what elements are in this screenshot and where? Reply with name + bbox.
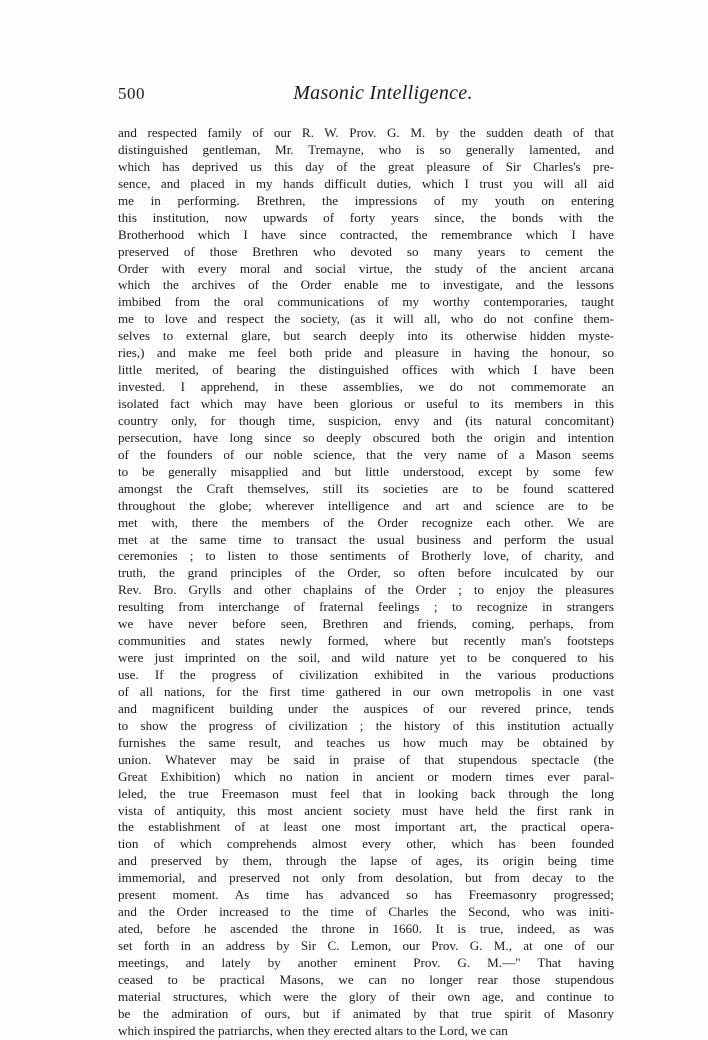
text-line: Brotherhood which I have since contracted, the remembrance which I have xyxy=(118,226,614,242)
text-line: isolated fact which may have been glorious or useful to its members in this xyxy=(118,396,614,411)
text-line: country only, for though time, suspicion, envy and (its natural concomitant) xyxy=(118,412,614,428)
text-line: material structures, which were the glory of their own age, and continue to xyxy=(118,988,614,1004)
text-line: use. If the progress of civilization exhibited in the various productions xyxy=(118,667,614,682)
text-line: ries,) and make me feel both pride and pleasure in having the honour, so xyxy=(118,345,614,361)
text-line: me in performing. Brethren, the impressions of my youth on entering xyxy=(118,192,614,208)
running-title: Masonic Intelligence. xyxy=(293,82,473,104)
text-line: persecution, have long since so deeply obscured both the origin and intention xyxy=(118,429,614,445)
text-line: met with, there the members of the Order recognize each other. We are xyxy=(118,514,614,530)
text-line: communities and states newly formed, where but recently man's footsteps xyxy=(118,633,614,649)
text-line: which has deprived us this day of the great pleasure of Sir Charles's pre- xyxy=(118,158,614,174)
text-line: meetings, and lately by another eminent Prov. G. M.—" That having xyxy=(118,954,614,970)
text-line: me to love and respect the society, (as it will all, who do not confine them- xyxy=(118,311,614,327)
text-line: which inspired the patriarchs, when they erected altars to the Lord, we can xyxy=(118,1022,508,1038)
text-line: and the Order increased to the time of Charles the Second, who was initi- xyxy=(118,904,614,920)
text-line: leled, the true Freemason must feel that in looking back through the long xyxy=(118,785,614,801)
text-line: sence, and placed in my hands difficult duties, which I trust you will all aid xyxy=(118,175,614,191)
text-line: amongst the Craft themselves, still its societies are to be found scattered xyxy=(118,480,614,496)
text-line: little merited, of bearing the distinguished offices with which I have been xyxy=(118,362,614,378)
text-line: preserved of those Brethren who devoted so many years to cement the xyxy=(118,243,614,259)
text-line: present moment. As time has advanced so has Freemasonry progressed; xyxy=(118,887,614,903)
text-line: met at the same time to transact the usual business and perform the usual xyxy=(118,531,614,547)
text-line: to be generally misapplied and but little understood, except by some few xyxy=(118,463,614,479)
text-line: be the admiration of ours, but if animated by that true spirit of Masonry xyxy=(118,1005,614,1021)
text-line: invested. I apprehend, in these assemblies, we do not commemorate an xyxy=(118,379,614,395)
page-number: 500 xyxy=(118,84,145,103)
text-line: resulting from interchange of fraternal feelings ; to recognize in strangers xyxy=(118,599,614,615)
text-line: which the archives of the Order enable me to investigate, and the lessons xyxy=(118,277,614,293)
text-line: to show the progress of civilization ; the history of this institution actually xyxy=(118,717,614,733)
text-line: union. Whatever may be said in praise of that stupendous spectacle (the xyxy=(118,751,614,767)
running-head xyxy=(118,82,614,108)
body-text xyxy=(118,125,614,1040)
text-line: set forth in an address by Sir C. Lemon, our Prov. G. M., at one of our xyxy=(118,938,614,953)
text-line: ated, before he ascended the throne in 1660. It is true, indeed, as was xyxy=(118,921,614,937)
text-line: vista of antiquity, this most ancient society must have held the first rank in xyxy=(118,802,614,818)
text-line: the establishment of at least one most important art, the practical opera- xyxy=(118,819,614,835)
text-line: distinguished gentleman, Mr. Tremayne, who is so generally lamented, and xyxy=(118,141,614,157)
text-line: Great Exhibition) which no nation in ancient or modern times ever paral- xyxy=(118,768,614,784)
text-line: were just imprinted on the soil, and wild nature yet to be conquered to his xyxy=(118,650,614,666)
text-line: and respected family of our R. W. Prov. G. M. by the sudden death of that xyxy=(118,125,614,140)
text-line: this institution, now upwards of forty years since, the bonds with the xyxy=(118,209,614,225)
text-line: throughout the globe; wherever intelligence and art and science are to be xyxy=(118,497,614,513)
text-line: and preserved by them, through the lapse of ages, its origin being time xyxy=(118,853,614,869)
text-line: tion of which comprehends almost every other, which has been founded xyxy=(118,836,614,852)
text-line: immemorial, and preserved not only from desolation, but from decay to the xyxy=(118,870,614,886)
text-line: of the founders of our noble science, that the very name of a Mason seems xyxy=(118,446,614,462)
text-line: Rev. Bro. Grylls and other chaplains of the Order ; to enjoy the pleasures xyxy=(118,582,614,598)
text-line: we have never before seen, Brethren and friends, coming, perhaps, from xyxy=(118,616,614,632)
text-line: and magnificent building under the auspices of our revered prince, tends xyxy=(118,700,614,716)
text-line: selves to external glare, but search deeply into its otherwise hidden myste- xyxy=(118,328,614,344)
text-line: of all nations, for the first time gathered in our own metropolis in one vast xyxy=(118,683,614,699)
text-line: ceremonies ; to listen to those sentiments of Brotherly love, of charity, and xyxy=(118,548,614,564)
text-line: ceased to be practical Masons, we can no longer rear those stupendous xyxy=(118,971,614,987)
text-line: truth, the grand principles of the Order, so often before inculcated by our xyxy=(118,565,614,581)
text-line: imbibed from the oral communications of my worthy contemporaries, taught xyxy=(118,294,614,310)
text-line: Order with every moral and social virtue, the study of the ancient arcana xyxy=(118,260,614,276)
text-line: furnishes the same result, and teaches us how much may be obtained by xyxy=(118,734,614,750)
